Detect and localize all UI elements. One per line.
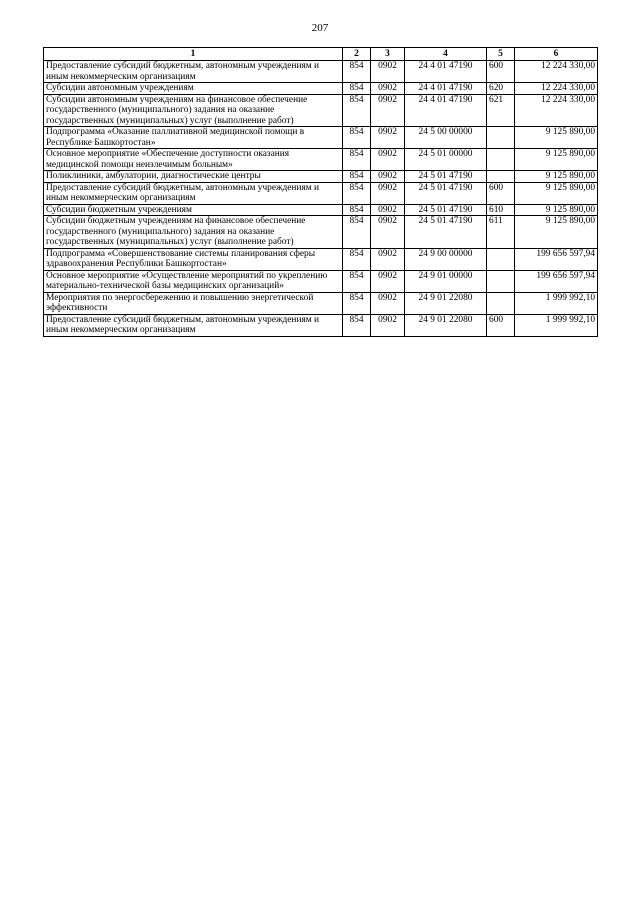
- table-row: [44, 292, 598, 314]
- row-name: Субсидии бюджетным учреждениям: [44, 204, 343, 216]
- column-header-6: 6: [515, 48, 598, 61]
- row-name: Субсидии автономным учреждениям: [44, 83, 343, 95]
- row-col-3: 0902: [371, 204, 405, 216]
- row-col-5: [487, 149, 515, 171]
- table-row: [44, 204, 598, 216]
- table-row: [44, 61, 598, 83]
- row-col-3: 0902: [371, 171, 405, 183]
- row-col-3: 0902: [371, 270, 405, 292]
- row-col-4: 24 9 01 22080: [405, 314, 487, 336]
- row-col-2: 854: [343, 292, 371, 314]
- table-row: [44, 83, 598, 95]
- row-col-3: 0902: [371, 182, 405, 204]
- column-header-1: 1: [44, 48, 343, 61]
- row-col-6: 9 125 890,00: [515, 171, 598, 183]
- table-row: [44, 248, 598, 270]
- row-col-3: 0902: [371, 149, 405, 171]
- page-number: 207: [311, 22, 329, 34]
- row-col-6: 1 999 992,10: [515, 314, 598, 336]
- row-col-6: 12 224 330,00: [515, 94, 598, 127]
- budget-table: [43, 47, 598, 337]
- row-col-2: 854: [343, 216, 371, 249]
- table-row: [44, 149, 598, 171]
- row-col-6: 1 999 992,10: [515, 292, 598, 314]
- row-col-3: 0902: [371, 83, 405, 95]
- row-name: Субсидии автономным учреждениям на финансовое обеспечение государственного (муниципального) задания на оказание государственных (муниципальных) услуг (выполнение работ): [44, 94, 343, 127]
- row-col-4: 24 5 01 00000: [405, 149, 487, 171]
- row-col-2: 854: [343, 94, 371, 127]
- row-col-6: 12 224 330,00: [515, 83, 598, 95]
- row-col-2: 854: [343, 127, 371, 149]
- row-col-6: 9 125 890,00: [515, 216, 598, 249]
- row-name: Мероприятия по энергосбережению и повышению энергетической эффективности: [44, 292, 343, 314]
- table-row: [44, 94, 598, 127]
- row-col-5: 611: [487, 216, 515, 249]
- row-name: Основное мероприятие «Обеспечение доступности оказания медицинской помощи неизлечимым больным»: [44, 149, 343, 171]
- row-col-6: 199 656 597,94: [515, 270, 598, 292]
- row-col-6: 9 125 890,00: [515, 149, 598, 171]
- column-header-5: 5: [487, 48, 515, 61]
- row-col-5: [487, 127, 515, 149]
- row-col-6: 9 125 890,00: [515, 127, 598, 149]
- row-name: Предоставление субсидий бюджетным, автономным учреждениям и иным некоммерческим организациям: [44, 182, 343, 204]
- column-header-3: 3: [371, 48, 405, 61]
- column-header-2: 2: [343, 48, 371, 61]
- row-col-5: 610: [487, 204, 515, 216]
- row-col-4: 24 5 00 00000: [405, 127, 487, 149]
- row-col-4: 24 9 01 22080: [405, 292, 487, 314]
- table-row: [44, 171, 598, 183]
- row-col-4: 24 5 01 47190: [405, 182, 487, 204]
- row-col-5: [487, 171, 515, 183]
- row-col-5: [487, 270, 515, 292]
- row-col-2: 854: [343, 204, 371, 216]
- row-col-4: 24 5 01 47190: [405, 171, 487, 183]
- row-col-2: 854: [343, 83, 371, 95]
- row-name: Поликлиники, амбулатории, диагностические центры: [44, 171, 343, 183]
- row-col-5: 600: [487, 61, 515, 83]
- table-row: [44, 182, 598, 204]
- row-col-2: 854: [343, 270, 371, 292]
- row-col-6: 199 656 597,94: [515, 248, 598, 270]
- row-col-4: 24 9 00 00000: [405, 248, 487, 270]
- row-col-3: 0902: [371, 216, 405, 249]
- row-col-5: 621: [487, 94, 515, 127]
- table-row: [44, 314, 598, 336]
- row-col-4: 24 4 01 47190: [405, 83, 487, 95]
- table-row: [44, 127, 598, 149]
- row-col-2: 854: [343, 149, 371, 171]
- row-col-4: 24 4 01 47190: [405, 94, 487, 127]
- row-name: Подпрограмма «Оказание паллиативной медицинской помощи в Республике Башкортостан»: [44, 127, 343, 149]
- table-row: [44, 270, 598, 292]
- row-name: Предоставление субсидий бюджетным, автономным учреждениям и иным некоммерческим организациям: [44, 61, 343, 83]
- row-col-5: 600: [487, 182, 515, 204]
- row-col-2: 854: [343, 61, 371, 83]
- row-name: Подпрограмма «Совершенствование системы планирования сферы здравоохранения Республики Башкортостан»: [44, 248, 343, 270]
- row-col-6: 9 125 890,00: [515, 182, 598, 204]
- row-col-3: 0902: [371, 127, 405, 149]
- row-col-5: [487, 292, 515, 314]
- row-col-2: 854: [343, 314, 371, 336]
- row-col-2: 854: [343, 248, 371, 270]
- row-col-3: 0902: [371, 292, 405, 314]
- row-col-4: 24 5 01 47190: [405, 204, 487, 216]
- row-col-3: 0902: [371, 61, 405, 83]
- row-col-2: 854: [343, 182, 371, 204]
- row-col-4: 24 5 01 47190: [405, 216, 487, 249]
- row-col-5: 600: [487, 314, 515, 336]
- row-col-6: 9 125 890,00: [515, 204, 598, 216]
- row-name: Предоставление субсидий бюджетным, автономным учреждениям и иным некоммерческим организациям: [44, 314, 343, 336]
- row-col-3: 0902: [371, 314, 405, 336]
- table-header-row: [44, 48, 598, 61]
- row-name: Субсидии бюджетным учреждениям на финансовое обеспечение государственного (муниципального) задания на оказание государственных (муниципальных) услуг (выполнение работ): [44, 216, 343, 249]
- row-col-3: 0902: [371, 94, 405, 127]
- row-col-5: 620: [487, 83, 515, 95]
- column-header-4: 4: [405, 48, 487, 61]
- row-col-3: 0902: [371, 248, 405, 270]
- row-col-4: 24 9 01 00000: [405, 270, 487, 292]
- row-name: Основное мероприятие «Осуществление мероприятий по укреплению материально-технической базы медицинских организаций»: [44, 270, 343, 292]
- row-col-6: 12 224 330,00: [515, 61, 598, 83]
- table-row: [44, 216, 598, 249]
- row-col-2: 854: [343, 171, 371, 183]
- row-col-5: [487, 248, 515, 270]
- row-col-4: 24 4 01 47190: [405, 61, 487, 83]
